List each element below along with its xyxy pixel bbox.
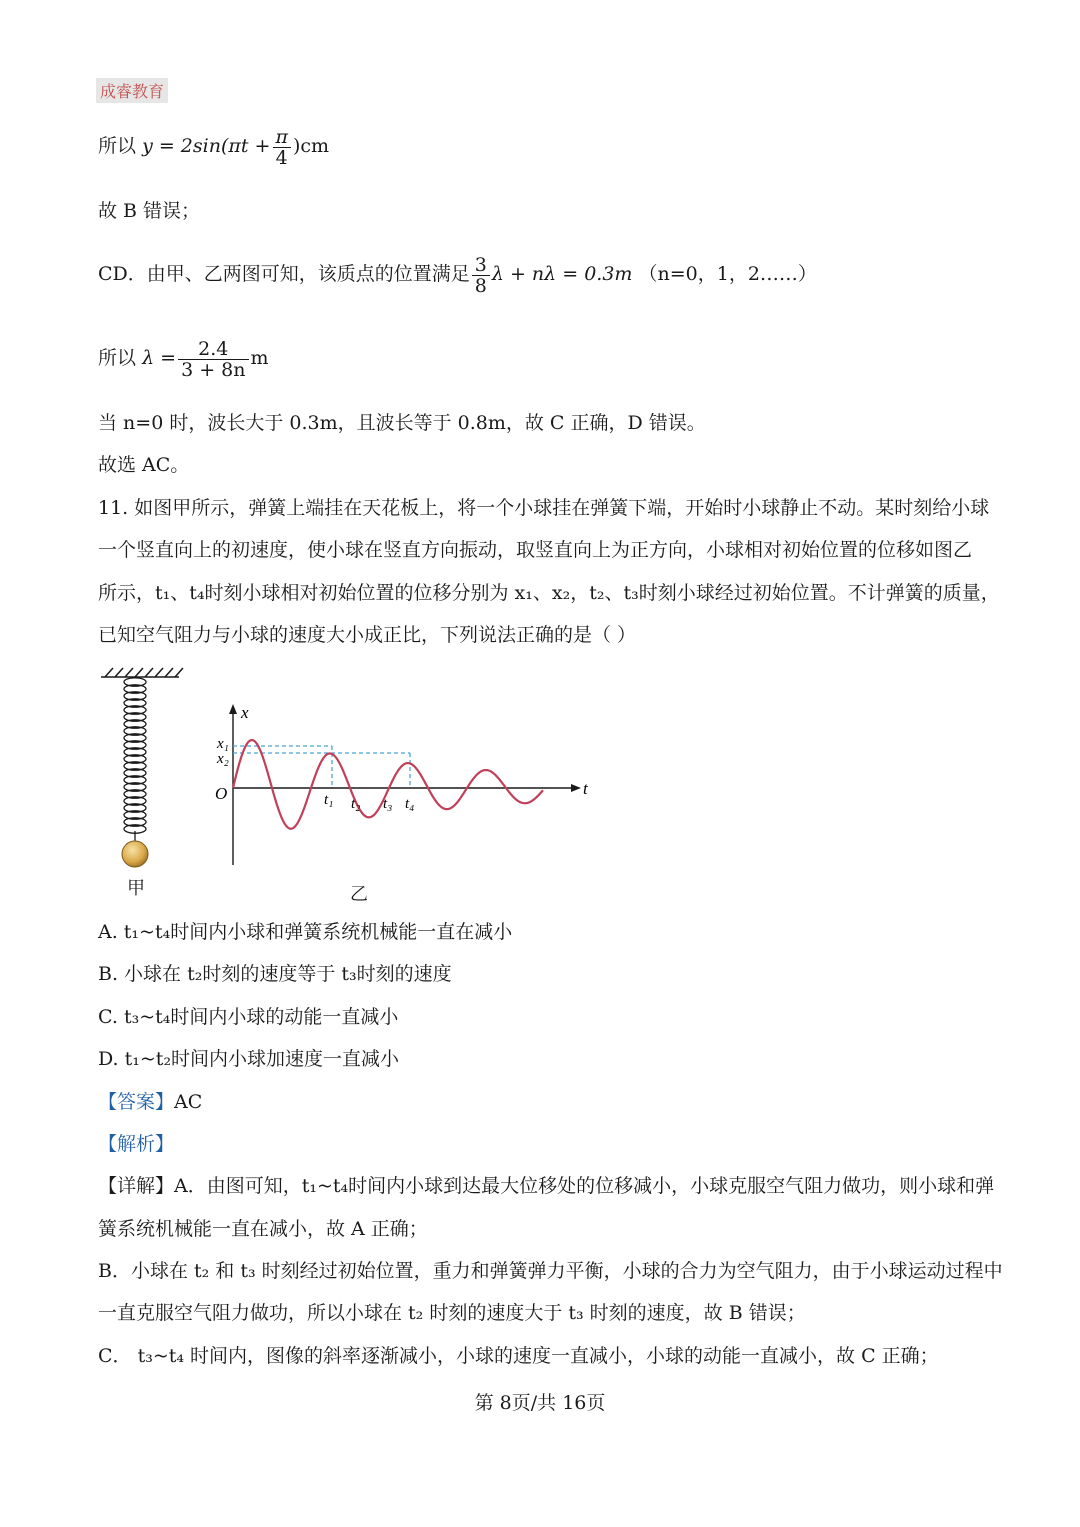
axis-x-label: x xyxy=(241,703,249,722)
cd-suffix: （n=0，1，2……） xyxy=(638,263,817,285)
guide-lines xyxy=(233,746,410,788)
frac-num: π xyxy=(275,125,288,148)
displacement-graph xyxy=(205,700,595,875)
analysis-a-text: A．由图可知，t₁~t₄时间内小球到达最大位移处的位移减小，小球克服空气阻力做功，则小球和弹 xyxy=(174,1175,995,1197)
x2-label: x₂ xyxy=(217,751,229,767)
t1-label: t₁ xyxy=(324,792,334,808)
option-c: C. t₃~t₄时间内小球的动能一直减小 xyxy=(98,1006,399,1028)
formula-right: )cm xyxy=(292,135,330,157)
question-line-2: 一个竖直向上的初速度，使小球在竖直方向振动，取竖直向上为正方向，小球相对初始位置的位移如图乙 xyxy=(98,539,973,561)
axis-t-label: t xyxy=(583,779,588,798)
question-line-1: 11. 如图甲所示，弹簧上端挂在天花板上，将一个小球挂在弹簧下端，开始时小球静止不动。某时刻给小球 xyxy=(98,497,990,519)
t-axis-arrow-icon xyxy=(571,784,581,792)
fraction-3-8 xyxy=(472,255,490,296)
analysis-a-line-2: 簧系统机械能一直在减小，故 A 正确； xyxy=(98,1218,428,1240)
analysis-c-line-1: C． t₃~t₄ 时间内，图像的斜率逐渐减小，小球的速度一直减小，小球的动能一直减小，故 C 正确； xyxy=(98,1345,939,1367)
page-number: 第 8页/共 16页 xyxy=(474,1392,606,1414)
question-line-3: 所示，t₁、t₄时刻小球相对初始位置的位移分别为 x₁、x₂，t₂、t₃时刻小球经过初始位置。不计弹簧的质量， xyxy=(98,582,1000,604)
frac-den: 8 xyxy=(472,275,490,296)
label-jia: 甲 xyxy=(127,878,145,899)
t2-label: t₂ xyxy=(351,796,361,812)
analysis-b-line-1: B．小球在 t₂ 和 t₃ 时刻经过初始位置，重力和弹簧弹力平衡，小球的合力为空气阻力，由于小球运动过程中 xyxy=(98,1260,1003,1282)
frac-den: 4 xyxy=(273,147,291,168)
answer-value: AC xyxy=(174,1091,203,1113)
spring-figure xyxy=(95,665,190,900)
spring-coils xyxy=(124,678,146,833)
t4-label: t₄ xyxy=(405,796,415,812)
origin-label: O xyxy=(215,784,228,803)
fraction-pi-4 xyxy=(272,127,291,168)
line-lambda xyxy=(98,338,269,380)
line-n0: 当 n=0 时，波长大于 0.3m，且波长等于 0.8m，故 C 正确，D 错误。 xyxy=(98,412,706,434)
label-yi: 乙 xyxy=(350,884,368,905)
frac-num: 2.4 xyxy=(198,337,229,360)
line-choose-ac: 故选 AC。 xyxy=(98,454,190,476)
ceiling-hatch xyxy=(101,668,183,677)
answer-tag: 【答案】 xyxy=(98,1091,175,1113)
ball xyxy=(122,841,148,867)
analysis-a-line-1 xyxy=(98,1174,994,1198)
formula-y xyxy=(98,126,329,168)
cd-prefix: CD．由甲、乙两图可知，该质点的位置满足 xyxy=(98,263,470,285)
line-b-wrong: 故 B 错误； xyxy=(98,200,201,222)
lambda-eq: λ = xyxy=(142,347,177,369)
x-axis-arrow-icon xyxy=(229,704,237,714)
watermark: 成睿教育 xyxy=(96,78,168,103)
option-b: B. 小球在 t₂时刻的速度等于 t₃时刻的速度 xyxy=(98,963,452,985)
option-a: A. t₁~t₄时间内小球和弹簧系统机械能一直在减小 xyxy=(98,921,513,943)
frac-num: 3 xyxy=(474,253,487,276)
formula-left: y = 2sin(πt + xyxy=(142,135,271,157)
x1-label: x₁ xyxy=(217,736,229,752)
analysis-tag: 【解析】 xyxy=(98,1133,175,1155)
fraction-lambda xyxy=(178,339,248,380)
cd-formula: λ + nλ = 0.3m xyxy=(491,263,633,285)
t3-label: t₃ xyxy=(383,796,393,812)
line-cd xyxy=(98,254,817,296)
formula-prefix: 所以 xyxy=(98,135,137,157)
analysis-b-line-2: 一直克服空气阻力做功，所以小球在 t₂ 时刻的速度大于 t₃ 时刻的速度，故 B 错误； xyxy=(98,1302,806,1324)
option-d: D. t₁~t₂时间内小球加速度一直减小 xyxy=(98,1048,400,1070)
frac-den: 3 + 8n xyxy=(178,359,248,380)
lambda-prefix: 所以 xyxy=(98,347,137,369)
lambda-unit: m xyxy=(250,347,269,369)
answer-line xyxy=(98,1090,202,1114)
question-line-4: 已知空气阻力与小球的速度大小成正比，下列说法正确的是（ ） xyxy=(98,624,637,646)
detail-tag: 【详解】 xyxy=(98,1175,175,1197)
